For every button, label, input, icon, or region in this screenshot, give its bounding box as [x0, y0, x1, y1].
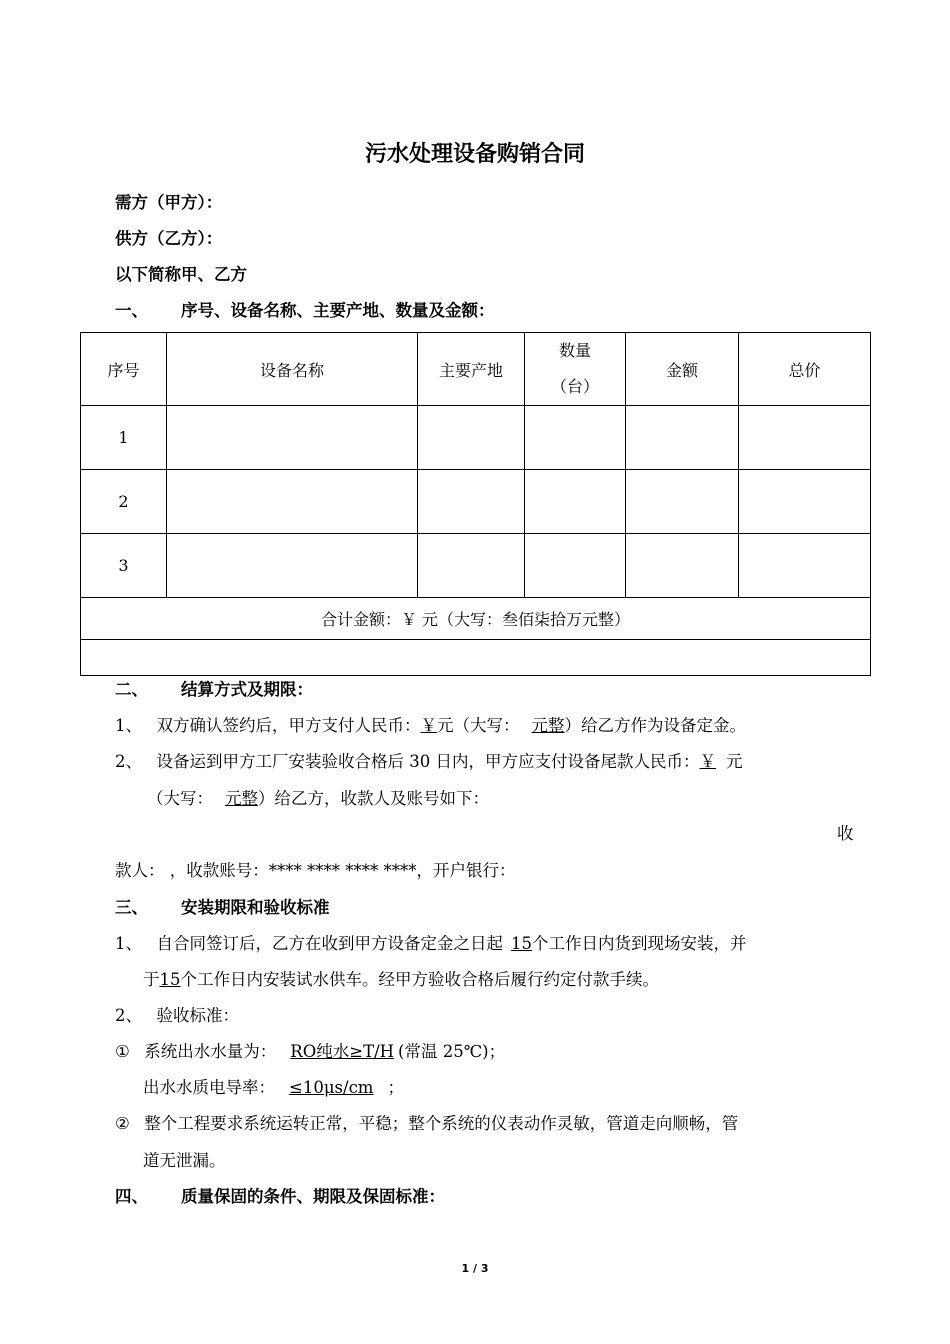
section1-heading: 序号、设备名称、主要产地、数量及金额： [181, 301, 495, 320]
section2-item1 [115, 716, 746, 736]
parties-abbrev: 以下简称甲、乙方 [115, 265, 247, 284]
section3-heading: 安装期限和验收标准 [181, 898, 330, 917]
item1-text-pre: 双方确认签约后，甲方支付人民币： [156, 716, 421, 735]
total-row [81, 598, 871, 640]
section2-item2-line1 [115, 752, 743, 772]
item1-l1-post: 个工作日内货到现场安装，并 [532, 934, 747, 953]
standard-1b [143, 1078, 404, 1098]
table-row [81, 534, 871, 598]
item1-text-post: ）给乙方作为设备定金。 [564, 716, 746, 735]
item2-text-pre: 设备运到甲方工厂安装验收合格后 30 日内，甲方应支付设备尾款人民币： [156, 752, 700, 771]
equipment-table [80, 332, 871, 676]
table-header-row [81, 333, 871, 406]
table-cell [418, 534, 525, 598]
section1-number: 一、 [115, 301, 148, 320]
table-row [81, 470, 871, 534]
standard-1 [115, 1042, 505, 1062]
water-output-value: RO纯水≥T/H [290, 1042, 395, 1061]
acceptance-standard-label: 验收标准： [156, 1006, 239, 1025]
section4-number: 四、 [115, 1187, 148, 1206]
seller-label: 供方（乙方）： [115, 229, 223, 248]
section2-number: 二、 [115, 680, 148, 699]
table-cell [81, 640, 871, 676]
page-number: 1 / 3 [461, 1262, 489, 1275]
item-number: 1、 [115, 716, 142, 735]
std1-post: (常温 25℃)； [398, 1042, 506, 1061]
table-cell [739, 470, 871, 534]
header-quantity-unit: （台） [550, 377, 599, 396]
section4-heading: 质量保固的条件、期限及保固标准： [181, 1187, 445, 1206]
header-equipment-name: 设备名称 [167, 333, 418, 406]
section2-heading: 结算方式及期限： [181, 680, 313, 699]
circled-number-2: ② [115, 1114, 130, 1133]
document-title: 污水处理设备购销合同 [364, 142, 585, 167]
header-quantity-label: 数量 [558, 341, 591, 360]
row-index: 3 [81, 534, 167, 598]
table-cell [418, 470, 525, 534]
item1-l2-pre: 于 [143, 970, 160, 989]
header-total-price: 总价 [739, 333, 871, 406]
conductivity-value: ≤10μs/cm [289, 1078, 374, 1097]
blank-row [81, 640, 871, 676]
header-amount: 金额 [626, 333, 739, 406]
std2-l1: 整个工程要求系统运转正常，平稳；整个系统的仪表动作灵敏，管道走向顺畅，管 [144, 1114, 739, 1133]
item2-yen-sign: ￥ [699, 752, 716, 771]
item1-amount-words: 元整 [531, 716, 565, 735]
table-cell [739, 534, 871, 598]
table-cell [626, 534, 739, 598]
item2-text-post: 元 [726, 752, 743, 771]
item1-text-mid: 元（大写： [437, 716, 520, 735]
header-quantity [525, 333, 626, 406]
total-amount: 合计金额：￥ 元（大写：叁佰柒拾万元整） [81, 598, 871, 640]
std1b-post: ； [387, 1078, 404, 1097]
item-number: 1、 [115, 934, 142, 953]
buyer-label: 需方（甲方）： [115, 193, 223, 212]
item2-line2-pre: （大写： [147, 789, 213, 808]
row-index: 1 [81, 406, 167, 470]
section3-item2 [115, 1006, 239, 1026]
item1-l1-pre: 自合同签订后，乙方在收到甲方设备定金之日起 [156, 934, 503, 953]
table-cell [626, 406, 739, 470]
item-number: 2、 [115, 1006, 142, 1025]
table-cell [418, 406, 525, 470]
standard-2-line1 [115, 1114, 738, 1134]
row-index: 2 [81, 470, 167, 534]
payee-account-line: 款人： ，收款账号：**** **** **** ****，开户银行： [115, 861, 516, 880]
standard-2-line2: 道无泄漏。 [143, 1151, 226, 1170]
header-index: 序号 [81, 333, 167, 406]
header-origin: 主要产地 [418, 333, 525, 406]
item2-line2-post: ）给乙方，收款人及账号如下： [258, 789, 489, 808]
item1-yen-sign: ￥ [420, 716, 437, 735]
item1-l2-post: 个工作日内安装试水供车。经甲方验收合格后履行约定付款手续。 [180, 970, 659, 989]
table-cell [626, 470, 739, 534]
payee-char: 收 [837, 824, 854, 843]
item2-amount-words: 元整 [225, 789, 258, 808]
days-deadline-2: 15 [159, 970, 181, 989]
circled-number-1: ① [115, 1042, 130, 1061]
section3-item1-line1 [115, 934, 747, 954]
days-deadline-1: 15 [511, 934, 532, 953]
table-cell [167, 534, 418, 598]
section3-number: 三、 [115, 898, 148, 917]
item-number: 2、 [115, 752, 142, 771]
table-cell [525, 406, 626, 470]
std1b-pre: 出水水质电导率： [143, 1078, 275, 1097]
table-cell [525, 534, 626, 598]
std1-pre: 系统出水水量为： [144, 1042, 277, 1061]
table-cell [167, 406, 418, 470]
section2-item2-line2 [147, 789, 489, 809]
section3-item1-line2 [143, 970, 659, 990]
table-cell [739, 406, 871, 470]
table-cell [525, 470, 626, 534]
table-row [81, 406, 871, 470]
table-cell [167, 470, 418, 534]
